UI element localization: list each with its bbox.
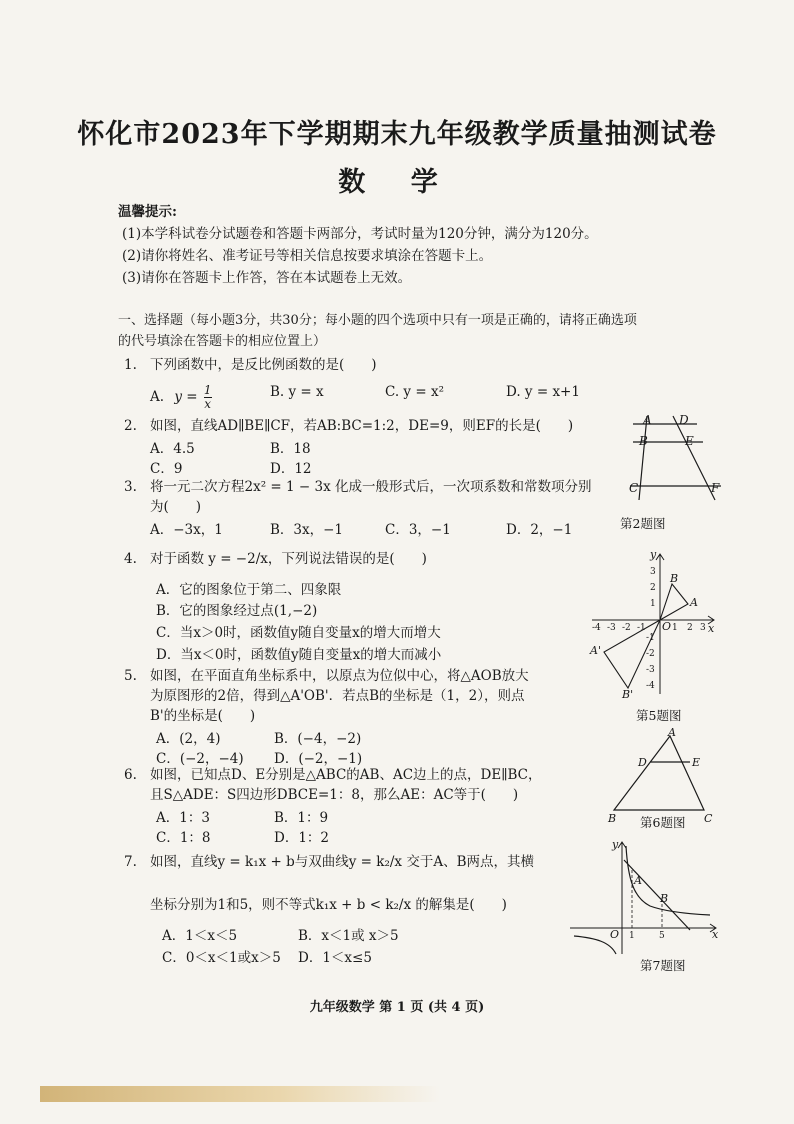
q6-stem-line1: 如图，已知点D、E分别是△ABC的AB、AC边上的点，DE∥BC， [150,767,542,783]
q2-option-a: A．4.5 [150,441,195,457]
fig5-xtick-neg4: -4 [592,623,601,633]
tip-3: (3)请你在答题卡上作答，答在本试题卷上无效。 [122,270,412,286]
fig5-label-x: x [708,622,715,635]
q3-stem-line2: 为( ) [150,499,202,515]
q4-stem: 对于函数 y = −2/x，下列说法错误的是( ) [150,551,427,567]
fig5-ytick-2: 2 [650,583,656,593]
figure-q5 [588,550,718,700]
figure-q6 [604,728,714,824]
q1-option-c: C. y = x² [385,384,444,400]
fig6-label-a: A [668,726,676,739]
section1-line1: 一、选择题（每小题3分，共30分；每小题的四个选项中只有一项是正确的，请将正确选项 [118,313,637,328]
q4-option-b: B．它的图象经过点(1,−2) [156,603,318,619]
fig2-label-a: A [643,413,652,427]
q3-option-b: B．3x，−1 [270,522,344,538]
scan-edge [40,1086,440,1102]
fig5-xtick-neg3: -3 [607,623,616,633]
fig5-xtick-neg1: -1 [637,623,646,633]
section1-line2: 的代号填涂在答题卡的相应位置上） [118,334,327,349]
fig7-label-o: O [610,928,620,941]
q3-option-a: A．−3x，1 [150,522,223,538]
q4-option-c: C．当x＞0时，函数值y随自变量x的增大而增大 [156,625,441,641]
fig2-label-c: C [629,481,639,495]
fig2-label-b: B [639,434,648,448]
fig5-label-b: B [670,572,679,585]
fig5-ytick-neg2: -2 [646,649,655,659]
q7-option-a: A．1＜x＜5 [162,928,238,944]
q2-option-c: C．9 [150,461,183,477]
fig6-label-c: C [704,812,713,825]
q2-option-b: B．18 [270,441,311,457]
q2-option-d: D．12 [270,461,312,477]
q5-stem-line3: B'的坐标是( ) [150,708,256,724]
q1-option-a: A. y = $\frac{1}{x}$ [150,383,212,411]
fig5-caption: 第5题图 [636,708,682,723]
q7-option-b: B．x＜1或 x＞5 [298,928,399,944]
tip-2: (2)请你将姓名、准考证号等相关信息按要求填涂在答题卡上。 [122,248,493,264]
q3-option-c: C．3，−1 [385,522,451,538]
fig5-label-a-prime: A' [590,644,601,657]
figure-q2 [625,414,725,514]
q5-option-a: A．(2，4) [156,731,221,747]
q3-number: 3. [124,479,137,495]
q1-stem: 下列函数中，是反比例函数的是( ) [150,357,377,373]
tip-1: (1)本学科试卷分试题卷和答题卡两部分，考试时量为120分钟，满分为120分。 [122,226,598,242]
q4-option-a: A．它的图象位于第二、四象限 [156,582,342,598]
fig7-caption: 第7题图 [640,958,686,973]
q5-number: 5. [124,668,137,684]
page-footer: 九年级数学 第 1 页 (共 4 页) [309,1000,485,1015]
q2-number: 2. [124,418,137,434]
fig7-label-a: A [634,874,642,887]
q6-stem-line2: 且S△ADE：S四边形DBCE=1：8，那么AE：AC等于( ) [150,787,519,803]
fig5-ytick-neg1: -1 [646,633,655,643]
q4-number: 4. [124,551,137,567]
fig5-xtick-1: 1 [672,623,678,633]
fig2-label-f: F [711,481,720,495]
fig5-label-a: A [690,596,698,609]
fig7-tick-5: 5 [659,931,665,941]
fig2-label-d: D [679,413,689,427]
q5-option-d: D．(−2，−1) [274,751,363,767]
q6-option-d: D．1：2 [274,830,330,846]
q3-stem-line1: 将一元二次方程2x² = 1 − 3x 化成一般形式后，一次项系数和常数项分别 [150,479,592,495]
fig5-ytick-1: 1 [650,599,656,609]
q6-option-a: A．1：3 [156,810,210,826]
q7-stem-line2: 坐标分别为1和5，则不等式k₁x + b < k₂/x 的解集是( ) [150,897,507,913]
q1-number: 1. [124,357,137,373]
fig2-caption: 第2题图 [620,516,666,531]
fig5-xtick-neg2: -2 [622,623,631,633]
fig7-label-y: y [612,838,619,851]
fig6-caption: 第6题图 [640,815,686,830]
q5-option-b: B．(−4，−2) [274,731,362,747]
tips-heading: 温馨提示: [118,204,177,220]
q7-stem-line1: 如图，直线y = k₁x + b与双曲线y = k₂/x 交于A、B两点，其横 [150,854,534,870]
fig2-label-e: E [685,434,694,448]
fig7-label-b: B [660,892,669,905]
q3-option-d: D．2，−1 [506,522,573,538]
exam-title: 怀化市2023年下学期期末九年级教学质量抽测试卷 [77,119,717,150]
fig5-xtick-3: 3 [700,623,706,633]
q7-number: 7. [124,854,137,870]
q1-option-b: B. y = x [270,384,324,400]
q1-option-d: D. y = x+1 [506,384,580,400]
fig5-label-y: y [650,548,657,561]
fig6-label-e: E [692,756,701,769]
q5-option-c: C．(−2，−4) [156,751,244,767]
fig5-label-o: O [662,620,672,633]
q6-option-c: C．1：8 [156,830,211,846]
q7-option-c: C．0＜x＜1或x＞5 [162,950,281,966]
figure-q7 [570,840,720,958]
fig5-ytick-neg4: -4 [646,681,655,691]
fig5-xtick-2: 2 [687,623,693,633]
fig5-ytick-3: 3 [650,567,656,577]
fig7-tick-1: 1 [629,931,635,941]
fig6-label-d: D [638,756,647,769]
q6-option-b: B．1：9 [274,810,329,826]
fig5-label-b-prime: B' [622,688,634,701]
q6-number: 6. [124,767,137,783]
subject-title: 数 学 [338,167,456,198]
fig5-ytick-neg3: -3 [646,665,655,675]
q2-stem: 如图，直线AD∥BE∥CF，若AB:BC=1:2，DE=9，则EF的长是( ) [150,418,574,434]
q4-option-d: D．当x＜0时，函数值y随自变量x的增大而减小 [156,647,442,663]
fig6-label-b: B [608,812,617,825]
q5-stem-line1: 如图，在平面直角坐标系中，以原点为位似中心，将△AOB放大 [150,668,529,684]
fig7-label-x: x [712,928,719,941]
q7-option-d: D．1＜x≤5 [298,950,372,966]
q5-stem-line2: 为原图形的2倍，得到△A'OB'．若点B的坐标是（1，2），则点 [150,688,525,704]
